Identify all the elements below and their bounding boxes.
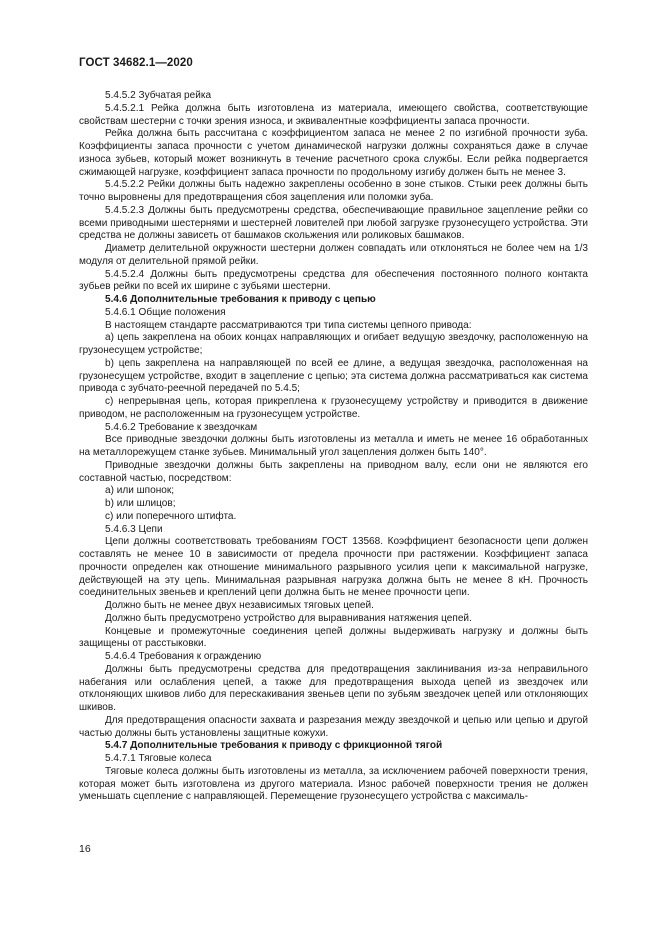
paragraph: 5.4.6.4 Требования к ограждению <box>105 651 262 662</box>
section-heading: 5.4.6 Дополнительные требования к приводу с цепью <box>105 294 376 305</box>
section-heading: 5.4.7 Дополнительные требования к приводу с фрикционной тягой <box>105 740 443 752</box>
paragraph: Должны быть предусмотрены средства для предотвращения заклинивания из-за неправильного набегания или ослабления цепей, а также для предотвращения выхода цепей из звездочек или отклоняющих шкивов либо для перескакивания звеньев цепи по зубьям звездочек цепей или отклоняющих шкивов. <box>79 663 588 713</box>
paragraph: 5.4.6.3 Цепи <box>105 523 163 535</box>
paragraph: 5.4.6.2 Требование к звездочкам <box>105 421 258 433</box>
paragraph: 5.4.5.2.2 Рейки должны быть надежно закреплены особенно в зоне стыков. Стыки реек должны быть точно выровнены для предотвращения сбоя зацепления или поломки зуба. <box>79 179 588 203</box>
document-body <box>79 90 588 804</box>
page-number: 16 <box>79 843 91 855</box>
paragraph: с) непрерывная цепь, которая прикреплена к грузонесущему устройству и приводится в движение приводом, не расположенным на грузонесущем устройстве. <box>79 396 588 420</box>
paragraph: Рейка должна быть рассчитана с коэффициентом запаса не менее 2 по изгибной прочности зуба. Коэффициенты запаса прочности с учетом динамической нагрузки должны сохраняться даже в случае износа зубьев, который может возникнуть в течение расчетного срока службы. Если рейка подвергается сжимающей нагрузке, коэффициент запаса прочности по продольному изгибу должен быть не менее 3. <box>79 128 588 178</box>
paragraph: В настоящем стандарте рассматриваются три типа системы цепного привода: <box>105 319 472 331</box>
paragraph: Концевые и промежуточные соединения цепей должны выдерживать нагрузку и должны быть защищены от расстыковки. <box>79 625 588 650</box>
paragraph: Для предотвращения опасности захвата и разрезания между звездочкой и цепью или цепью и другой частью должны быть установлены защитные кожухи. <box>79 714 588 739</box>
paragraph: b) цепь закреплена на направляющей по всей ее длине, а ведущая звездочка, расположенная на грузонесущем устройстве, входит в зацепление с цепью; эта система должна рассматриваться как система привода с зубчато-реечной передачей по 5.4.5; <box>79 357 588 395</box>
paragraph: 5.4.5.2.1 Рейка должна быть изготовлена из материала, имеющего свойства, соответствующие свойствам шестерни с точки зрения износа, и эквивалентные коэффициенты запаса прочности. <box>79 102 588 127</box>
paragraph: b) или шлицов; <box>105 498 176 509</box>
paragraph: 5.4.7.1 Тяговые колеса <box>105 753 212 764</box>
paragraph: 5.4.6.1 Общие положения <box>105 306 226 318</box>
paragraph: а) или шпонок; <box>105 485 175 497</box>
document-header: ГОСТ 34682.1—2020 <box>79 57 193 69</box>
paragraph: Должно быть предусмотрено устройство для выравнивания натяжения цепей. <box>105 612 472 624</box>
paragraph: Цепи должны соответствовать требованиям ГОСТ 13568. Коэффициент безопасности цепи должен составлять не менее 10 в зависимости от предела прочности при растяжении. Коэффициент запаса прочности определен как отношение минимального разрывного усилия цепи к максимальной нагрузке, действующей на эту цепь. Минимальная разрывная нагрузка должна быть не менее 8 кН. Прочность соединительных звеньев и креплений цепи должна быть не менее прочности цепи. <box>79 536 588 599</box>
paragraph: 5.4.5.2.4 Должны быть предусмотрены средства для обеспечения постоянного полного контакта зубьев рейки по всей их ширине с зубьями шестерни. <box>79 268 588 293</box>
paragraph: Диаметр делительной окружности шестерни должен совпадать или отклоняться не более чем на 1/3 модуля от делительной прямой рейки. <box>79 243 588 267</box>
paragraph: с) или поперечного штифта. <box>105 510 237 522</box>
paragraph: Тяговые колеса должны быть изготовлены из металла, за исключением рабочей поверхности трения, которая может быть изготовлена из другого материала. Износ рабочей поверхности трения не должен уменьшать сцепление с направляющей. Перемещение грузонесущего устройства с максималь- <box>79 765 588 803</box>
paragraph: Все приводные звездочки должны быть изготовлены из металла и иметь не менее 16 обработанных на металлорежущем станке зубьев. Минимальный угол зацепления должен быть 140°. <box>79 434 588 458</box>
paragraph: 5.4.5.2.3 Должны быть предусмотрены средства, обеспечивающие правильное зацепление рейки со всеми приводными шестернями и шестерней ловителей при любой загрузке грузонесущего устройства. Эти средства не должны зависеть от башмаков скольжения или роликовых башмаков. <box>79 204 588 242</box>
paragraph: Приводные звездочки должны быть закреплены на приводном валу, если они не являются его составной частью, посредством: <box>79 459 588 484</box>
paragraph: а) цепь закреплена на обоих концах направляющих и огибает ведущую звездочку, расположенную на грузонесущем устройстве; <box>79 332 588 356</box>
paragraph: Должно быть не менее двух независимых тяговых цепей. <box>105 600 374 611</box>
paragraph: 5.4.5.2 Зубчатая рейка <box>105 90 212 101</box>
